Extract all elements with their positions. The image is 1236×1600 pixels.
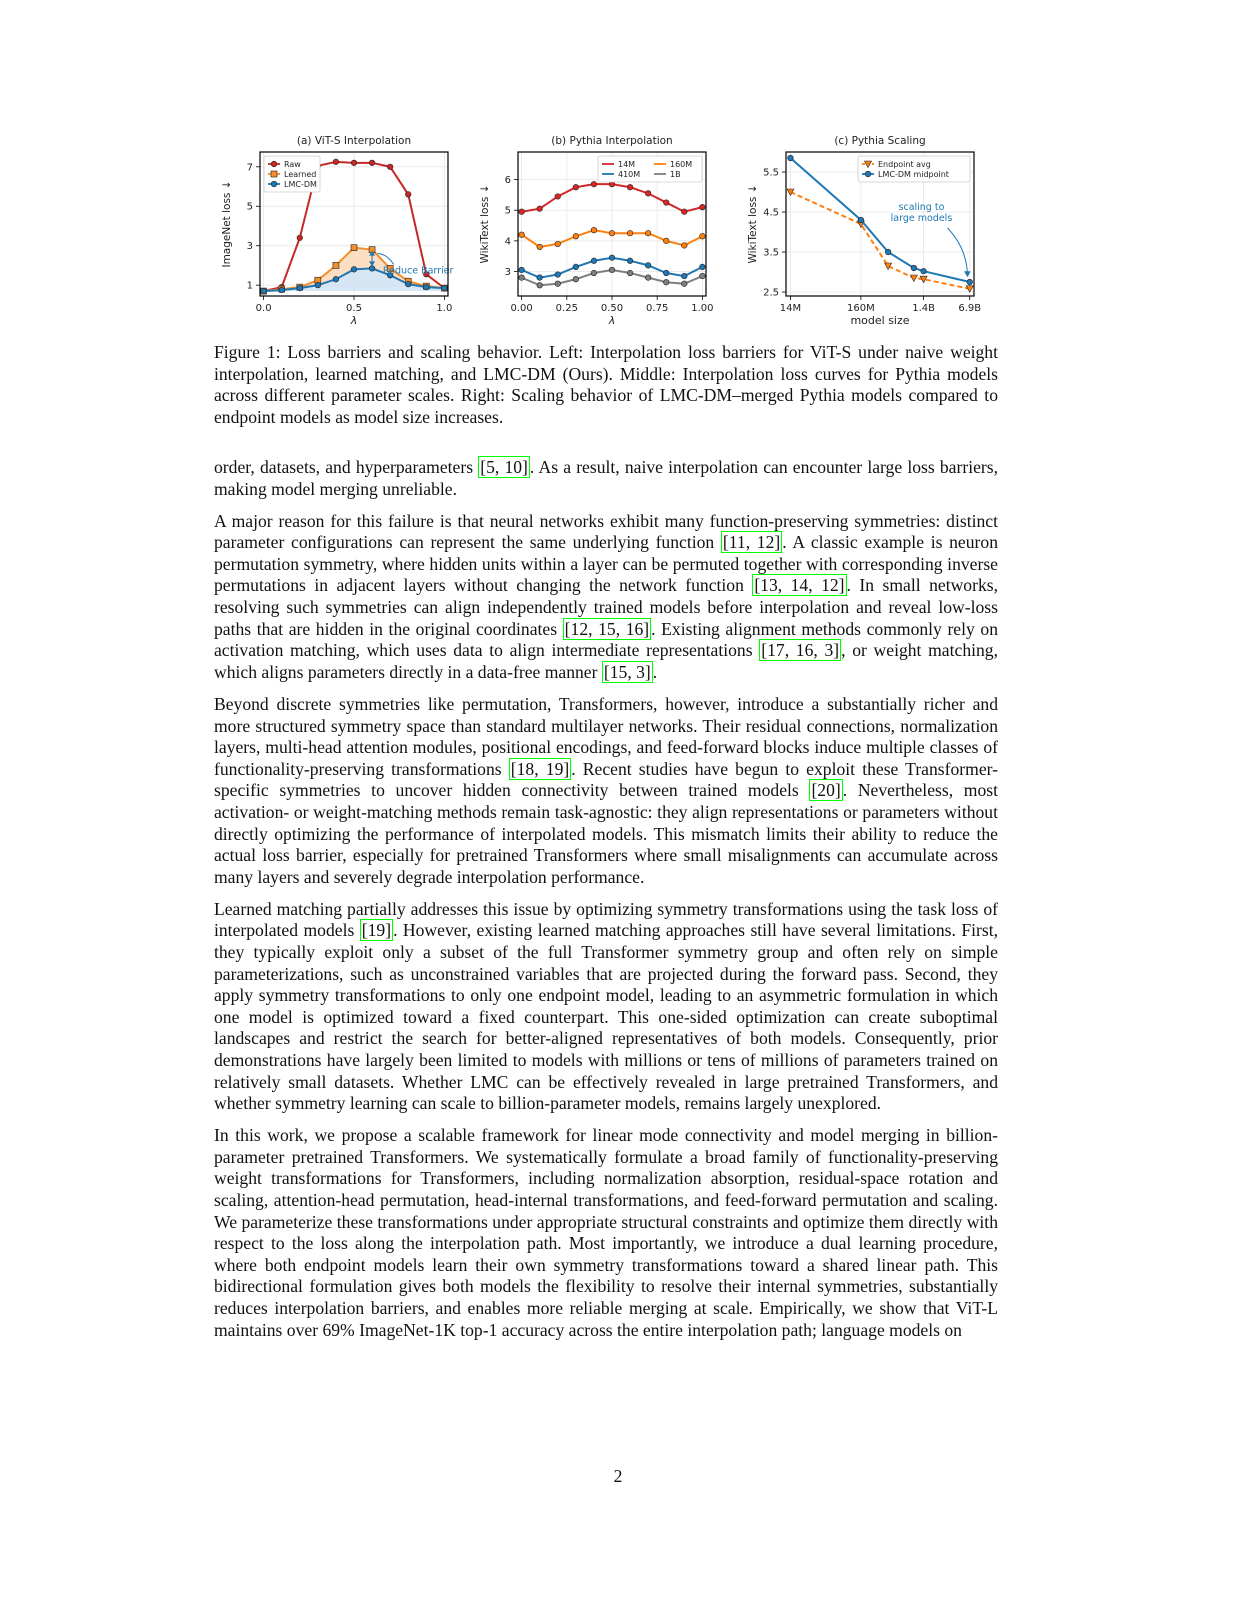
data-point (537, 282, 543, 288)
chart-title: (b) Pythia Interpolation (551, 135, 673, 147)
citation-link[interactable]: [11, 12] (722, 532, 781, 553)
data-point (645, 275, 651, 281)
legend-label: 14M (618, 160, 636, 169)
y-axis-label: ImageNet loss ↓ (221, 180, 233, 268)
y-tick-label: 2.5 (763, 287, 779, 299)
data-point (333, 262, 339, 268)
y-tick-label: 5 (504, 205, 511, 217)
chart-title: (c) Pythia Scaling (834, 135, 926, 147)
data-point (609, 230, 615, 236)
data-point (297, 235, 303, 241)
data-point (645, 230, 651, 236)
data-point (663, 279, 669, 285)
data-point (261, 288, 267, 294)
data-point (315, 282, 321, 288)
data-point (405, 281, 411, 287)
y-tick-label: 3 (246, 241, 253, 253)
data-point (351, 160, 357, 166)
citation-link[interactable]: [12, 15, 16] (564, 618, 650, 639)
data-point (700, 264, 706, 270)
data-point (519, 209, 525, 215)
x-tick-label: 160M (847, 303, 875, 314)
paragraph-text: . Nevertheless, most activation- or weight-matching methods remain task-agnostic: they align representations or parameters without directly optimizing the performance of interpolated models. This mismatch limits their ability to reduce the actual loss barrier, especially for pretrained Transformers where small misalignments can accumulate across many layers and severely degrade interpolation performance. (214, 780, 998, 887)
x-tick-label: 0.50 (600, 303, 624, 314)
data-point (424, 284, 430, 290)
chart-vit-s-interpolation (210, 128, 466, 346)
citation-link[interactable]: [18, 19] (510, 758, 570, 779)
x-tick-label: 1.4B (912, 303, 935, 314)
legend-label: LMC-DM (284, 180, 317, 189)
legend-label: Raw (284, 160, 301, 169)
y-tick-label: 5.5 (763, 167, 779, 179)
data-point (663, 200, 669, 206)
data-point (351, 245, 357, 251)
data-point (351, 267, 357, 273)
data-point (333, 159, 339, 165)
y-tick-label: 7 (246, 162, 253, 174)
paragraph (214, 1125, 998, 1341)
data-point (442, 285, 448, 291)
data-point (682, 281, 688, 287)
paragraph-text: . However, existing learned matching approaches still have several limitations. First, they typically exploit only a subset of the full Transformer symmetry group and often rely on simple parameterizations, such as unconstrained variables that are projected during the forward pass. Second, they apply symmetry transformations to only one endpoint model, leading to an asymmetric formulation in which one model is optimized toward a fixed counterpart. This one-sided optimization can create suboptimal landscapes and restrict the search for better-aligned representatives of both models. Consequently, prior demonstrations have largely been limited to models with millions or tens of millions of parameters trained on relatively small datasets. Whether LMC can be effectively revealed in large pretrained Transformers, and whether symmetry learning can scale to billion-parameter models, remains largely unexplored. (214, 920, 999, 1114)
data-point (519, 275, 525, 281)
x-tick-label: 6.9B (958, 303, 982, 314)
data-point (921, 268, 927, 274)
paragraph (214, 899, 998, 1115)
data-point (333, 276, 339, 282)
chart-pythia-interpolation (475, 128, 735, 346)
x-tick-label: 1.00 (691, 303, 714, 314)
data-point (700, 273, 706, 279)
x-tick-label: 0.00 (510, 303, 533, 314)
paragraph-text: . Existing alignment methods commonly rely on activation matching, which uses data to align intermediate representations (214, 618, 998, 661)
data-point (537, 206, 543, 212)
data-point (609, 255, 615, 261)
paragraph-text: order, datasets, and hyperparameters (214, 457, 479, 477)
data-point (591, 181, 597, 187)
data-point (627, 270, 633, 276)
data-point (591, 227, 597, 233)
paragraph-text: . A classic example is neuron permutation symmetry, where hidden units within a layer can be permuted together with corresponding inverse permutations in adjacent layers without changing the network function (214, 532, 998, 596)
x-tick-label: 0.25 (555, 303, 578, 314)
paragraph-text: In this work, we propose a scalable framework for linear mode connectivity and model merging in billion-parameter pretrained Transformers. We systematically formulate a broad family of functionality-preserving weight transformations for Transformers, including normalization absorption, residual-space rotation and scaling, attention-head permutation, head-internal transformations, and feed-forward permutation and scaling. We parameterize these transformations under appropriate structural constraints and optimize them directly with respect to the loss along the interpolation path. Most importantly, we introduce a dual learning procedure, where both endpoint models learn their own symmetry transformations toward a shared linear path. This bidirectional formulation gives both models the flexibility to resolve their internal symmetries, substantially reduces interpolation barriers, and enables more reliable merging at scale. Empirically, we show that ViT-L maintains over 69% ImageNet-1K top-1 accuracy across the entire interpolation path; language models on (214, 1125, 998, 1340)
data-point (700, 204, 706, 210)
data-point (682, 243, 688, 249)
y-tick-label: 6 (504, 175, 511, 187)
figure-1 (210, 128, 1010, 346)
data-point (555, 281, 561, 287)
data-point (911, 265, 917, 271)
paragraph-text: . Recent studies have begun to exploit these Transformer-specific symmetries to uncover hidden connectivity between trained models (214, 758, 998, 801)
data-point (645, 191, 651, 197)
data-point (910, 275, 917, 282)
data-point (885, 249, 891, 255)
chart-pythia-scaling (724, 128, 998, 346)
x-axis-label: λ (608, 314, 616, 327)
legend-label: 1B (670, 170, 681, 179)
annotation-label: scaling to (898, 202, 945, 213)
paragraph-text: . In small networks, resolving such symmetries can align independently trained models before interpolation and reveal low-loss paths that are hidden in the original coordinates (214, 575, 998, 639)
y-tick-label: 4.5 (763, 207, 779, 219)
x-tick-label: 1.0 (436, 303, 453, 314)
y-tick-label: 3.5 (763, 247, 779, 259)
data-point (627, 230, 633, 236)
data-point (591, 258, 597, 264)
data-point (555, 241, 561, 247)
data-point (519, 267, 525, 273)
legend-label: Endpoint avg (878, 160, 931, 169)
citation-link[interactable]: [19] (361, 920, 392, 941)
data-point (591, 270, 597, 276)
y-tick-label: 1 (246, 280, 253, 292)
legend-label: 410M (618, 170, 641, 179)
data-point (573, 233, 579, 239)
x-tick-label: 0.5 (346, 303, 362, 314)
annotation-label: large models (890, 213, 953, 224)
data-point (573, 264, 579, 270)
data-point (519, 232, 525, 238)
data-point (682, 209, 688, 215)
data-point (627, 184, 633, 190)
paragraph-text: . (652, 661, 658, 682)
legend-label: Learned (284, 170, 317, 179)
data-point (865, 171, 871, 177)
figure-caption: Figure 1: Loss barriers and scaling behavior. Left: Interpolation loss barriers for ViT-S under naive weight interpolation, learned matching, and LMC-DM (Ours). Middle: Interpolation loss curves for Pythia models across different parameter scales. Right: Scaling behavior of LMC-DM–merged Pythia models compared to endpoint models as model size increases. (214, 342, 998, 427)
x-axis-label: model size (850, 314, 910, 327)
body-text (214, 457, 998, 1352)
paragraph (214, 694, 998, 888)
paragraph (214, 457, 998, 500)
data-point (663, 238, 669, 244)
paragraph-text: Beyond discrete symmetries like permutation, Transformers, however, introduce a substantially richer and more structured symmetry space than standard multilayer networks. Their residual connections, normalization layers, multi-head attention modules, positional encodings, and feed-forward blocks induce multiple classes of functionality-preserving transformations (214, 693, 998, 779)
data-point (271, 171, 277, 177)
data-point (627, 258, 633, 264)
annotation-label: Reduce Barrier (382, 265, 454, 277)
data-point (609, 267, 615, 273)
y-tick-label: 4 (504, 236, 511, 248)
legend-label: LMC-DM midpoint (878, 170, 949, 179)
data-point (271, 161, 277, 167)
x-tick-label: 0.0 (255, 303, 272, 314)
data-point (555, 194, 561, 200)
data-point (537, 275, 543, 281)
paragraph (214, 511, 998, 684)
data-point (369, 160, 375, 166)
x-tick-label: 0.75 (646, 303, 669, 314)
legend-label: 160M (670, 160, 693, 169)
x-axis-label: λ (350, 314, 358, 327)
data-point (682, 273, 688, 279)
paragraph-text: , or weight matching, which aligns parameters directly in a data-free manner (214, 640, 998, 682)
data-point (555, 272, 561, 278)
x-tick-label: 14M (779, 303, 802, 314)
data-point (788, 155, 794, 161)
paragraph-text: A major reason for this failure is that neural networks exhibit many function-preserving symmetries: distinct parameter configurations can represent the same underlying function (214, 510, 998, 553)
citation-link[interactable]: [5, 10] (480, 457, 528, 477)
y-tick-label: 5 (246, 201, 253, 213)
data-point (573, 184, 579, 190)
citation-link[interactable]: [15, 3] (603, 661, 651, 682)
data-point (967, 279, 973, 285)
y-tick-label: 3 (504, 266, 511, 278)
data-point (645, 263, 651, 269)
paragraph-text: . As a result, naive interpolation can encounter large loss barriers, making model merging unreliable. (214, 457, 998, 499)
data-point (271, 181, 277, 187)
data-point (405, 192, 411, 198)
data-point (369, 266, 375, 272)
y-axis-label: WikiText loss ↓ (479, 184, 491, 264)
data-point (700, 233, 706, 239)
page-number: 2 (613, 1466, 623, 1486)
paragraph-text: Learned matching partially addresses this issue by optimizing symmetry transformations using the task loss of interpolated models (214, 898, 998, 941)
citation-link[interactable]: [17, 16, 3] (761, 640, 840, 661)
data-point (858, 217, 864, 223)
data-point (297, 285, 303, 291)
y-axis-label: WikiText loss ↓ (747, 184, 759, 264)
data-point (537, 244, 543, 250)
citation-link[interactable]: [13, 14, 12] (754, 575, 845, 596)
data-point (573, 276, 579, 282)
data-point (663, 270, 669, 276)
citation-link[interactable]: [20] (811, 780, 841, 801)
data-point (387, 164, 393, 170)
chart-title: (a) ViT-S Interpolation (296, 135, 412, 147)
data-point (279, 287, 285, 293)
